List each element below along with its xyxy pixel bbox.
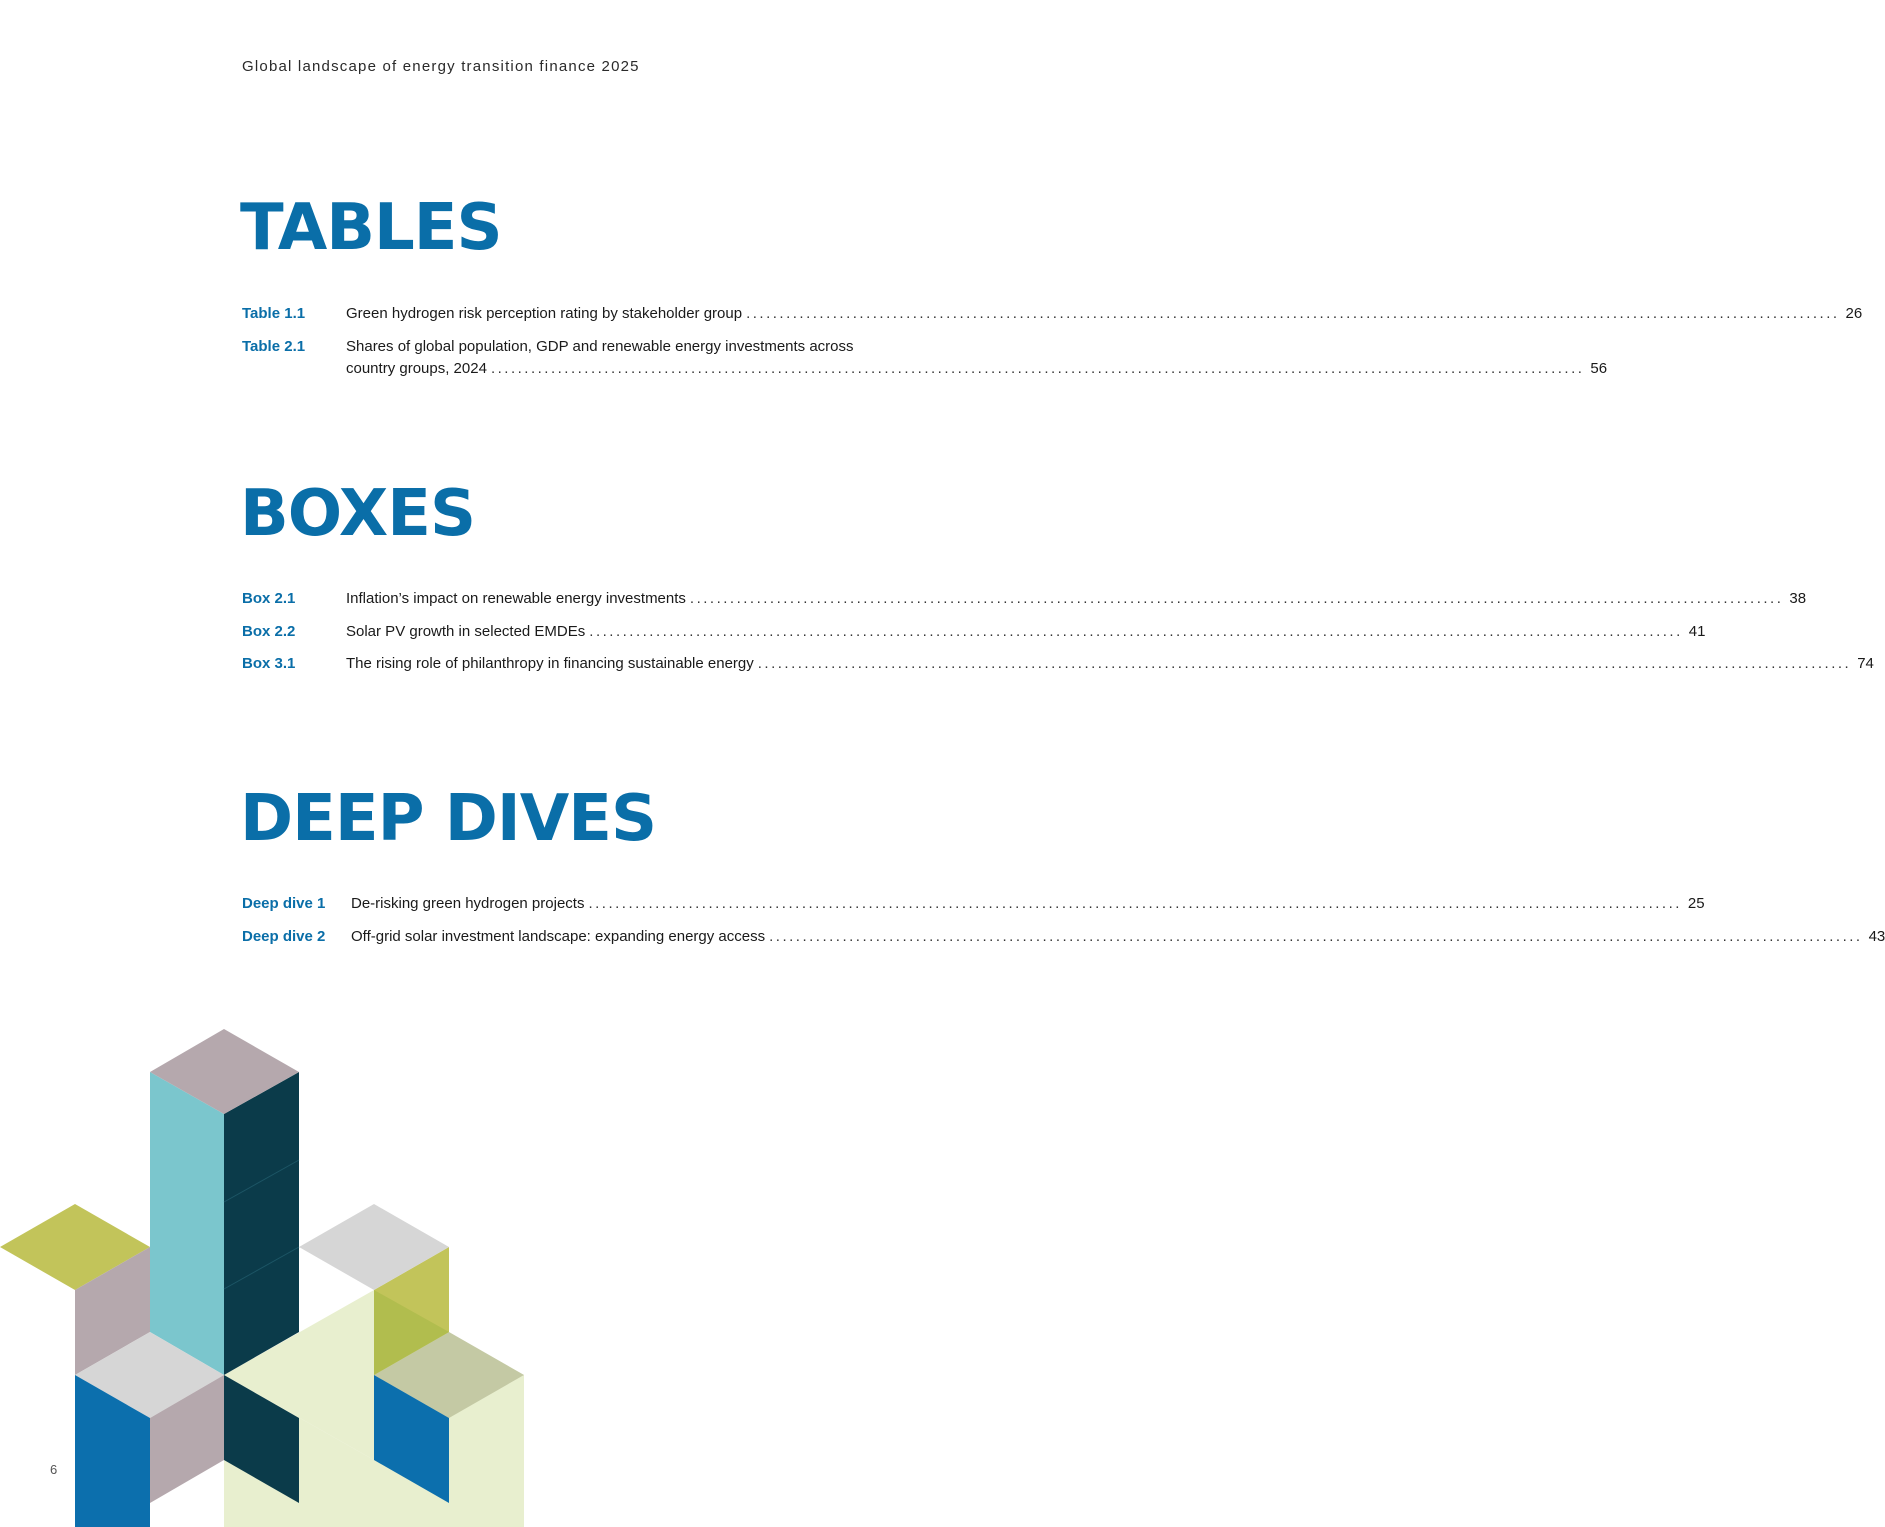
entry-page-number: 74 (1857, 655, 1874, 672)
dot-leader: .................................................................................................................................................................... (490, 360, 1585, 377)
entry-title: Solar PV growth in selected EMDEs (346, 623, 586, 640)
dot-leader: .................................................................................................................................................................... (757, 655, 1852, 672)
running-header: Global landscape of energy transition finance 2025 (242, 58, 640, 75)
entry-page-number: 41 (1688, 623, 1706, 640)
entry-page-number: 25 (1687, 895, 1705, 912)
dot-leader: .................................................................................................................................................................... (689, 590, 1784, 607)
dot-leader: .................................................................................................................................................................... (746, 305, 1840, 322)
entry-title: Inflation’s impact on renewable energy investments (346, 590, 686, 607)
entry-label: Box 3.1 (242, 655, 296, 672)
page-number: 6 (50, 1462, 58, 1477)
entry-label: Box 2.1 (242, 590, 296, 607)
section-title-deep-dives: DEEP DIVES (240, 782, 657, 856)
entry-title: The rising role of philanthropy in financing sustainable energy (346, 655, 754, 672)
entry-title: Off-grid solar investment landscape: expanding energy access (351, 928, 766, 945)
entry-title: De-risking green hydrogen projects (351, 895, 585, 912)
entry-page-number: 43 (1868, 928, 1885, 945)
entry-title: country groups, 2024 (346, 360, 487, 377)
entry-title-line-1: Shares of global population, GDP and renewable energy investments across (346, 338, 854, 355)
section-title-boxes: BOXES (240, 477, 476, 551)
dot-leader: .................................................................................................................................................................... (588, 895, 1682, 912)
entry-page-number: 38 (1789, 590, 1807, 607)
dot-leader: .................................................................................................................................................................... (769, 928, 1863, 945)
section-title-tables: TABLES (240, 191, 502, 265)
entry-title: Green hydrogen risk perception rating by stakeholder group (346, 305, 743, 322)
entry-label: Deep dive 2 (242, 928, 326, 945)
teal-face (150, 1072, 224, 1375)
entry-label: Box 2.2 (242, 623, 296, 640)
entry-page-number: 26 (1845, 305, 1863, 322)
entry-label: Table 2.1 (242, 338, 306, 355)
entry-label: Table 1.1 (242, 305, 306, 322)
entry-label: Deep dive 1 (242, 895, 326, 912)
dot-leader: .................................................................................................................................................................... (589, 623, 1683, 640)
entry-page-number: 56 (1590, 360, 1608, 377)
